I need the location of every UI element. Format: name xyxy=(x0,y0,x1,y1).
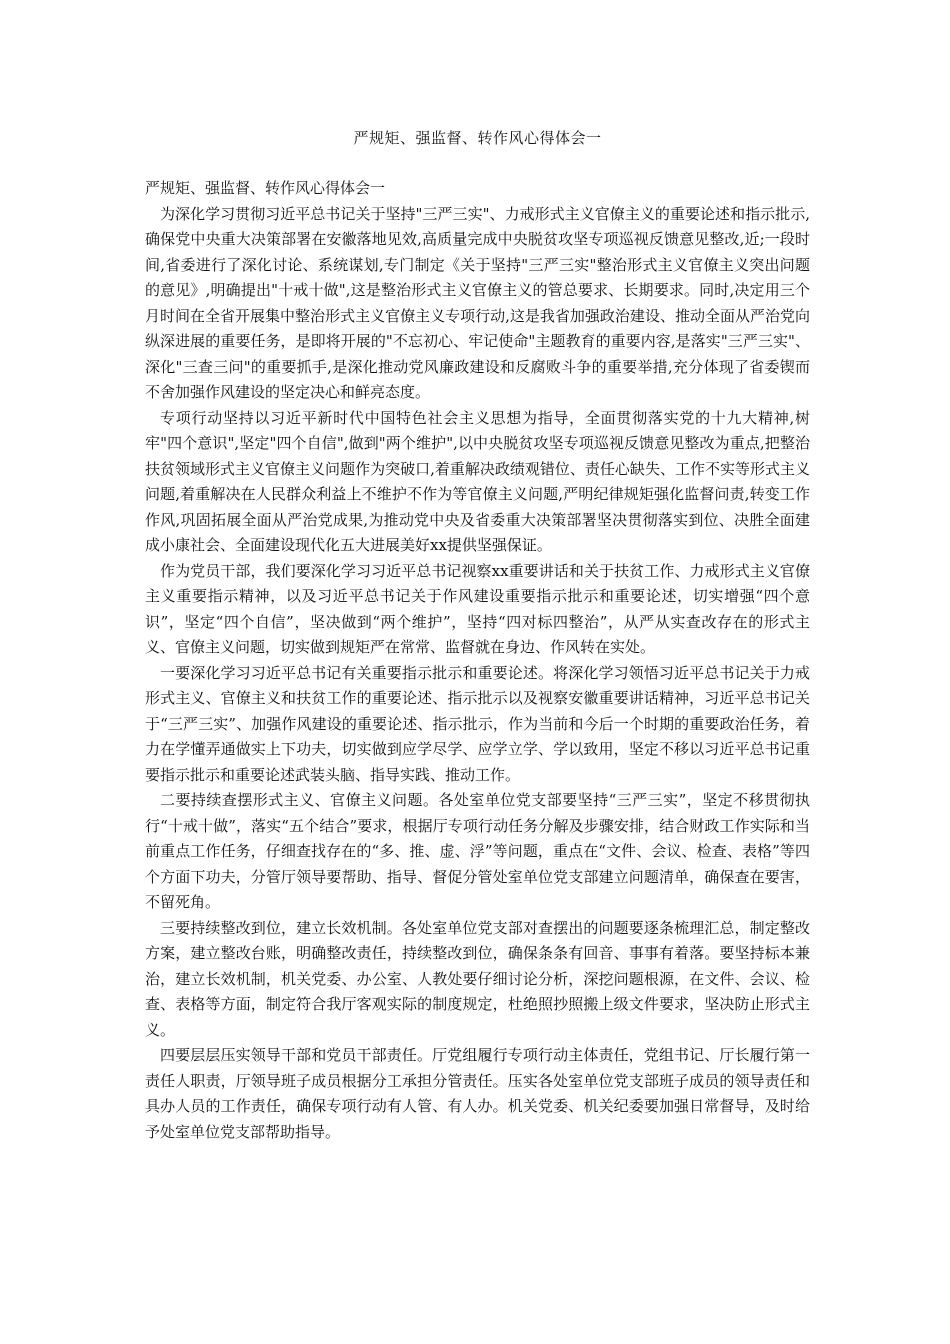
paragraph-point-three: 三要持续整改到位，建立长效机制。各处室单位党支部对查摆出的问题要逐条梳理汇总，制定整改方案，建立整改台账，明确整改责任，持续整改到位，确保条条有回音、事事有着落。要坚持标本兼治，建立长效机制，机关党委、办公室、人教处要仔细讨论分析，深挖问题根源，在文件、会议、检查、表格等方面，制定符合我厅客观实际的制度规定，杜绝照抄照搬上级文件要求，坚决防止形式主义。 xyxy=(145,918,810,1039)
paragraph-point-two: 二要持续查摆形式主义、官僚主义问题。各处室单位党支部要坚持“三严三实”，坚定不移贯彻执行“十戒十做”，落实“五个结合”要求，根据厅专项行动任务分解及步骤安排，结合财政工作实际和当前重点工作任务，仔细查找存在的“多、推、虚、浮”等问题，重点在“文件、会议、检查、表格”等四个方面下功夫，分管厅领导要帮助、指导、督促分管处室单位党支部建立问题清单，确保查在要害，不留死角。 xyxy=(145,791,810,911)
body-heading: 严规矩、强监督、转作风心得体会一 xyxy=(145,179,386,197)
paragraph-point-four: 四要层层压实领导干部和党员干部责任。厅党组履行专项行动主体责任，党组书记、厅长履行第一责任人职责，厅领导班子成员根据分工承担分管责任。压实各处室单位党支部班子成员的领导责任和具办人员的工作责任，确保专项行动有人管、有人办。机关党委、机关纪委要加强日常督导，及时给予处室单位党支部帮助指导。 xyxy=(145,1046,810,1141)
paragraph-party-cadres: 作为党员干部，我们要深化学习习近平总书记视察xx重要讲话和关于扶贫工作、力戒形式主义官僚主义重要指示精神，以及习近平总书记关于作风建设重要指示批示和重要论述，切实增强“四个意识”，坚定“四个自信”，坚决做到“两个维护”，坚持“四对标四整治”，从严从实查改存在的形式主义、官僚主义问题，切实做到规矩严在常常、监督就在身边、作风转在实处。 xyxy=(145,561,810,656)
document-title: 严规矩、强监督、转作风心得体会一 xyxy=(353,129,602,147)
paragraph-intro: 为深化学习贯彻习近平总书记关于坚持"三严三实"、力戒形式主义官僚主义的重要论述和指示批示,确保党中央重大决策部署在安徽落地见效,高质量完成中央脱贫攻坚专项巡视反馈意见整改,近;一段时间,省委进行了深化讨论、系统谋划,专门制定《关于坚持"三严三实"整治形式主义官僚主义突出问题的意见》,明确提出"十戒十做",这是整治形式主义官僚主义的管总要求、长期要求。同时,决定用三个月时间在全省开展集中整治形式主义官僚主义专项行动,这是我省加强政治建设、推动全面从严治党向纵深进展的重要任务，是即将开展的"不忘初心、牢记使命"主题教育的重要内容,是落实"三严三实"、深化"三查三问"的重要抓手,是深化推动党风廉政建设和反腐败斗争的重要举措,充分体现了省委锲而不舍加强作风建设的坚定决心和鲜亮态度。 xyxy=(145,204,810,401)
paragraph-point-one: 一要深化学习习近平总书记有关重要指示批示和重要论述。将深化学习领悟习近平总书记关于力戒形式主义、官僚主义和扶贫工作的重要论述、指示批示以及视察安徽重要讲话精神，习近平总书记关于“三严三实”、加强作风建设的重要论述、指示批示，作为当前和今后一个时期的重要政治任务，着力在学懂弄通做实上下功夫，切实做到应学尽学、应学立学、学以致用，坚定不移以习近平总书记重要指示批示和重要论述武装头脑、指导实践、推动工作。 xyxy=(145,663,810,784)
paragraph-special-action: 专项行动坚持以习近平新时代中国特色社会主义思想为指导，全面贯彻落实党的十九大精神,树牢"四个意识",坚定"四个自信",做到"两个维护",以中央脱贫攻坚专项巡视反馈意见整改为重点,把整治扶贫领域形式主义官僚主义问题作为突破口,着重解决政绩观错位、责任心缺失、工作不实等形式主义问题,着重解决在人民群众利益上不维护不作为等官僚主义问题,严明纪律规矩强化监督问责,转变工作作风,巩固拓展全面从严治党成果,为推动党中央及省委重大决策部署坚决贯彻落实到位、决胜全面建成小康社会、全面建设现代化五大进展美好xx提供坚强保证。 xyxy=(145,408,810,554)
document-body xyxy=(145,176,810,1145)
